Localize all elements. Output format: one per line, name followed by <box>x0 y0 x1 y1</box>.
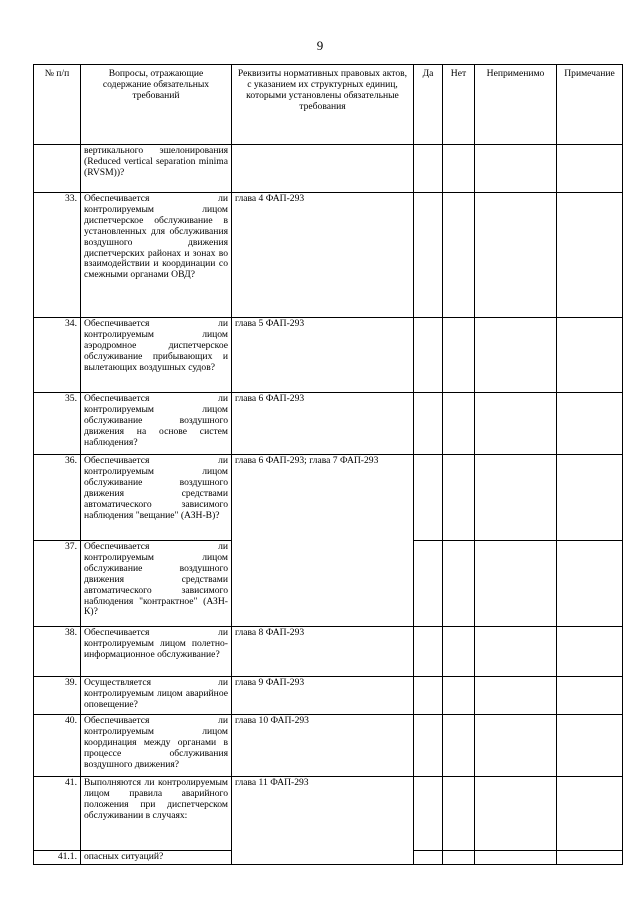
row-number <box>34 145 81 193</box>
row-number: 41. <box>34 777 81 851</box>
yes-cell[interactable] <box>414 193 443 318</box>
yes-cell[interactable] <box>414 851 443 865</box>
header-question: Вопросы, отражающие содержание обязательных требований <box>81 65 232 145</box>
na-cell[interactable] <box>475 393 557 455</box>
page-number: 9 <box>316 38 324 53</box>
table-row <box>34 455 623 541</box>
yes-cell[interactable] <box>414 541 443 627</box>
na-cell[interactable] <box>475 455 557 541</box>
no-cell[interactable] <box>443 318 475 393</box>
note-cell[interactable] <box>557 677 623 715</box>
no-cell[interactable] <box>443 627 475 677</box>
na-cell[interactable] <box>475 777 557 851</box>
row-requisites: глава 9 ФАП-293 <box>232 677 414 715</box>
table-row <box>34 627 623 677</box>
note-cell[interactable] <box>557 627 623 677</box>
na-cell[interactable] <box>475 318 557 393</box>
row-number: 33. <box>34 193 81 318</box>
header-no: Нет <box>443 65 475 145</box>
row-requisites: глава 10 ФАП-293 <box>232 715 414 777</box>
checklist-table <box>33 64 623 865</box>
row-question: Выполняются ли контролируемым лицом правила аварийного положения при диспетчерском обслуживании в случаях: <box>81 777 232 851</box>
note-cell[interactable] <box>557 851 623 865</box>
row-question: Обеспечивается ли контролируемым лицом обслуживание воздушного движения средствами автоматического зависимого наблюдения "вещание" (АЗН-В)? <box>81 455 232 541</box>
row-question: Обеспечивается ли контролируемым лицом координация между органами в процессе обслуживания воздушного движения? <box>81 715 232 777</box>
note-cell[interactable] <box>557 455 623 541</box>
no-cell[interactable] <box>443 677 475 715</box>
row-question: опасных ситуаций? <box>81 851 232 865</box>
row-number: 39. <box>34 677 81 715</box>
row-question: Обеспечивается ли контролируемым лицом диспетчерское обслуживание в установленных для обслуживания воздушного движения диспетчерских районах и зонах во взаимодействии и координации со смежными органами ОВД? <box>81 193 232 318</box>
table-row <box>34 318 623 393</box>
row-requisites: глава 8 ФАП-293 <box>232 627 414 677</box>
na-cell[interactable] <box>475 193 557 318</box>
table-row <box>34 777 623 851</box>
row-number: 41.1. <box>34 851 81 865</box>
na-cell[interactable] <box>475 851 557 865</box>
row-question: Осуществляется ли контролируемым лицом аварийное оповещение? <box>81 677 232 715</box>
na-cell[interactable] <box>475 541 557 627</box>
yes-cell[interactable] <box>414 777 443 851</box>
note-cell[interactable] <box>557 541 623 627</box>
no-cell[interactable] <box>443 715 475 777</box>
note-cell[interactable] <box>557 393 623 455</box>
na-cell[interactable] <box>475 677 557 715</box>
row-number: 35. <box>34 393 81 455</box>
row-question: Обеспечивается ли контролируемым лицом полетно-информационное обслуживание? <box>81 627 232 677</box>
yes-cell[interactable] <box>414 715 443 777</box>
header-num: № п/п <box>34 65 81 145</box>
row-question: Обеспечивается ли контролируемым лицом аэродромное диспетчерское обслуживание прибывающих и вылетающих воздушных судов? <box>81 318 232 393</box>
table-row <box>34 677 623 715</box>
note-cell[interactable] <box>557 715 623 777</box>
header-note: Примечание <box>557 65 623 145</box>
yes-cell[interactable] <box>414 318 443 393</box>
note-cell[interactable] <box>557 193 623 318</box>
no-cell[interactable] <box>443 851 475 865</box>
row-requisites: глава 6 ФАП-293 <box>232 393 414 455</box>
row-question: Обеспечивается ли контролируемым лицом обслуживание воздушного движения средствами автоматического зависимого наблюдения "контрактное" (АЗН-К)? <box>81 541 232 627</box>
yes-cell[interactable] <box>414 145 443 193</box>
na-cell[interactable] <box>475 627 557 677</box>
row-number: 36. <box>34 455 81 541</box>
no-cell[interactable] <box>443 145 475 193</box>
row-requisites: глава 5 ФАП-293 <box>232 318 414 393</box>
no-cell[interactable] <box>443 777 475 851</box>
row-number: 37. <box>34 541 81 627</box>
no-cell[interactable] <box>443 193 475 318</box>
row-requisites: глава 6 ФАП-293; глава 7 ФАП-293 <box>232 455 414 627</box>
note-cell[interactable] <box>557 145 623 193</box>
row-number: 38. <box>34 627 81 677</box>
table-row <box>34 145 623 193</box>
table-row <box>34 715 623 777</box>
row-requisites: глава 11 ФАП-293 <box>232 777 414 865</box>
table-row <box>34 393 623 455</box>
header-na: Неприменимо <box>475 65 557 145</box>
note-cell[interactable] <box>557 318 623 393</box>
no-cell[interactable] <box>443 541 475 627</box>
table-row <box>34 193 623 318</box>
row-requisites <box>232 145 414 193</box>
na-cell[interactable] <box>475 715 557 777</box>
row-question: вертикального эшелонирования (Reduced vertical separation minima (RVSM))? <box>81 145 232 193</box>
yes-cell[interactable] <box>414 393 443 455</box>
row-question: Обеспечивается ли контролируемым лицом обслуживание воздушного движения на основе систем наблюдения? <box>81 393 232 455</box>
header-requisites: Реквизиты нормативных правовых актов, с указанием их структурных единиц, которыми установлены обязательные требования <box>232 65 414 145</box>
row-requisites: глава 4 ФАП-293 <box>232 193 414 318</box>
yes-cell[interactable] <box>414 677 443 715</box>
yes-cell[interactable] <box>414 627 443 677</box>
note-cell[interactable] <box>557 777 623 851</box>
header-row <box>34 65 623 145</box>
header-yes: Да <box>414 65 443 145</box>
row-number: 34. <box>34 318 81 393</box>
yes-cell[interactable] <box>414 455 443 541</box>
row-number: 40. <box>34 715 81 777</box>
no-cell[interactable] <box>443 455 475 541</box>
no-cell[interactable] <box>443 393 475 455</box>
na-cell[interactable] <box>475 145 557 193</box>
